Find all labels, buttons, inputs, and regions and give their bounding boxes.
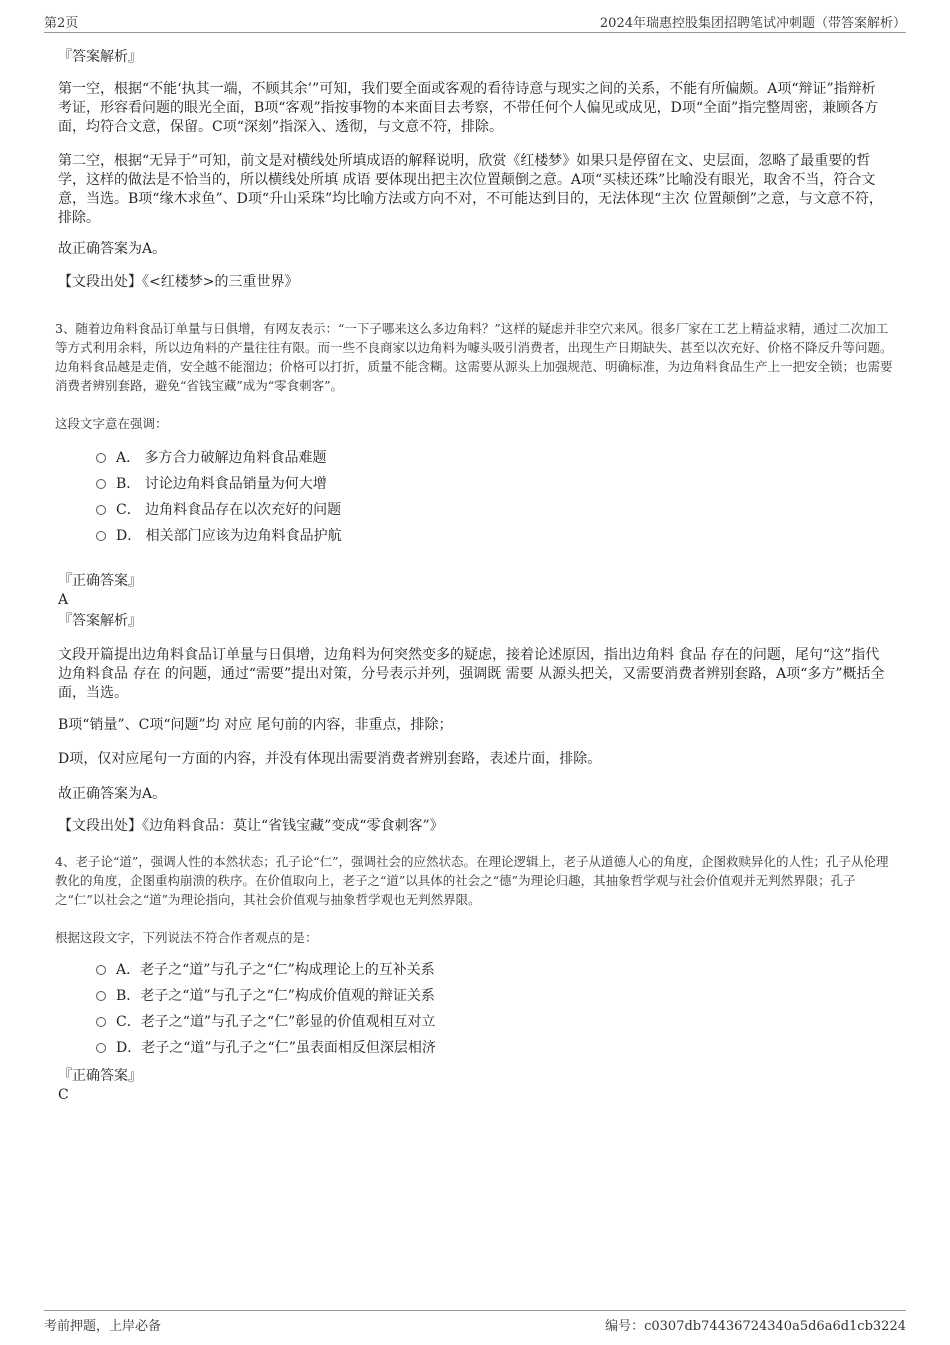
option-b[interactable]: B．老子之“道”与孔子之“仁”构成价值观的辩证关系 bbox=[96, 986, 435, 1006]
answer-value: C bbox=[58, 1087, 69, 1103]
option-c[interactable]: C． 边角料食品存在以次充好的问题 bbox=[96, 500, 341, 520]
analysis-paragraph: 文段开篇提出边角料食品订单量与日俱增，边角料为何突然变多的疑虑，接着论述原因，指出边角料 食品 存在的问题，尾句“这”指代边角料食品 存在 的问题，通过“需要”提出对策，分号表示并列，强调既 需要 从源头把关，又需要消费者辨别套路，A项“多方”概括全面，当选。 bbox=[58, 647, 885, 701]
conclusion: 故正确答案为A。 bbox=[58, 241, 167, 257]
analysis-paragraph: D项，仅对应尾句一方面的内容，并没有体现出需要消费者辨别套路，表述片面，排除。 bbox=[58, 751, 602, 767]
option-a[interactable]: A．老子之“道”与孔子之“仁”构成理论上的互补关系 bbox=[96, 960, 435, 980]
analysis-paragraph: 第一空，根据“不能‘执其一端，不顾其余’”可知，我们要全面或客观的看待诗意与现实之间的关系，不能有所偏颇。A项“辩证”指辩析考证，形容看问题的眼光全面，B项“客观”指按事物的本来面目去考察，不带任何个人偏见或成见，D项“全面”指完整周密，兼顾各方面，均符合文意，保留。C项“深刻”指深入、透彻，与文意不符，排除。 bbox=[58, 81, 879, 135]
answer-label: 『正确答案』 bbox=[58, 1068, 142, 1084]
page-number: 第2页 bbox=[44, 16, 79, 31]
radio-icon[interactable] bbox=[96, 479, 106, 489]
analysis-paragraph: 第二空，根据“无异于”可知，前文是对横线处所填成语的解释说明，欣赏《红楼梦》如果只是停留在文、史层面，忽略了最重要的哲学，这样的做法是不恰当的，所以横线处所填 成语 要体现出把主次位置颠倒之意。A项“买椟还珠”比喻没有眼光，取舍不当，符合文意，当选。B项“缘木求鱼”、D项“升山采珠”均比喻方法或方向不对，不可能达到目的，无法体现“主次 位置颠倒”之意，与文意不符，排除。 bbox=[58, 153, 883, 226]
option-b[interactable]: B． 讨论边角料食品销量为何大增 bbox=[96, 474, 327, 494]
radio-icon[interactable] bbox=[96, 965, 106, 975]
radio-icon[interactable] bbox=[96, 531, 106, 541]
analysis-label: 『答案解析』 bbox=[58, 49, 142, 65]
source-citation: 【文段出处】《<红楼梦>的三重世界》 bbox=[58, 274, 299, 290]
option-a[interactable]: A． 多方合力破解边角料食品难题 bbox=[96, 448, 327, 468]
option-c[interactable]: C．老子之“道”与孔子之“仁”彰显的价值观相互对立 bbox=[96, 1012, 435, 1032]
question-stem: 3、随着边角料食品订单量与日俱增，有网友表示：“一下子哪来这么多边角料？”这样的疑虑并非空穴来风。很多厂家在工艺上精益求精，通过二次加工等方式利用余料，所以边角料的产量往往有限。而一些不良商家以边角料为噱头吸引消费者，出现生产日期缺失、甚至以次充好、价格不降反升等问题。边角料食品越是走俏，安全越不能溜边；价格可以打折，质量不能含糊。这需要从源头上加强规范、明确标准，为边角料食品生产上一把安全锁；也需要消费者辨别套路，避免“省钱宝藏”成为“零食刺客”。 bbox=[55, 321, 893, 393]
radio-icon[interactable] bbox=[96, 991, 106, 1001]
answer-value: A bbox=[58, 592, 69, 608]
question-stem: 4、老子论“道”，强调人性的本然状态；孔子论“仁”，强调社会的应然状态。在理论逻辑上，老子从道德人心的角度，企图救赎异化的人性；孔子从伦理教化的角度，企图重构崩溃的秩序。在价值取向上，老子之“道”以具体的社会之“德”为理论归趣，其抽象哲学观与社会价值观并无判然界限；孔子之“仁”以社会之“道”为理论指向，其社会价值观与抽象哲学观也无判然界限。 bbox=[55, 854, 889, 907]
radio-icon[interactable] bbox=[96, 505, 106, 515]
option-d[interactable]: D．老子之“道”与孔子之“仁”虽表面相反但深层相济 bbox=[96, 1038, 436, 1058]
option-d[interactable]: D． 相关部门应该为边角料食品护航 bbox=[96, 526, 342, 546]
question-prompt: 这段文字意在强调： bbox=[55, 416, 168, 431]
page-header bbox=[44, 12, 906, 33]
page-footer bbox=[44, 1310, 906, 1337]
document-title: 2024年瑞惠控股集团招聘笔试冲刺题（带答案解析） bbox=[599, 16, 906, 31]
analysis-label: 『答案解析』 bbox=[58, 613, 142, 629]
radio-icon[interactable] bbox=[96, 1043, 106, 1053]
answer-label: 『正确答案』 bbox=[58, 573, 142, 589]
footer-slogan: 考前押题，上岸必备 bbox=[44, 1319, 162, 1334]
conclusion: 故正确答案为A。 bbox=[58, 786, 167, 802]
analysis-paragraph: B项“销量”、C项“问题”均 对应 尾句前的内容，非重点，排除； bbox=[58, 717, 453, 733]
radio-icon[interactable] bbox=[96, 453, 106, 463]
footer-serial: 编号：c0307db74436724340a5d6a6d1cb3224 bbox=[605, 1319, 906, 1334]
radio-icon[interactable] bbox=[96, 1017, 106, 1027]
source-citation: 【文段出处】《边角料食品：莫让“省钱宝藏”变成“零食刺客”》 bbox=[58, 818, 444, 834]
question-prompt: 根据这段文字，下列说法不符合作者观点的是： bbox=[55, 930, 318, 945]
